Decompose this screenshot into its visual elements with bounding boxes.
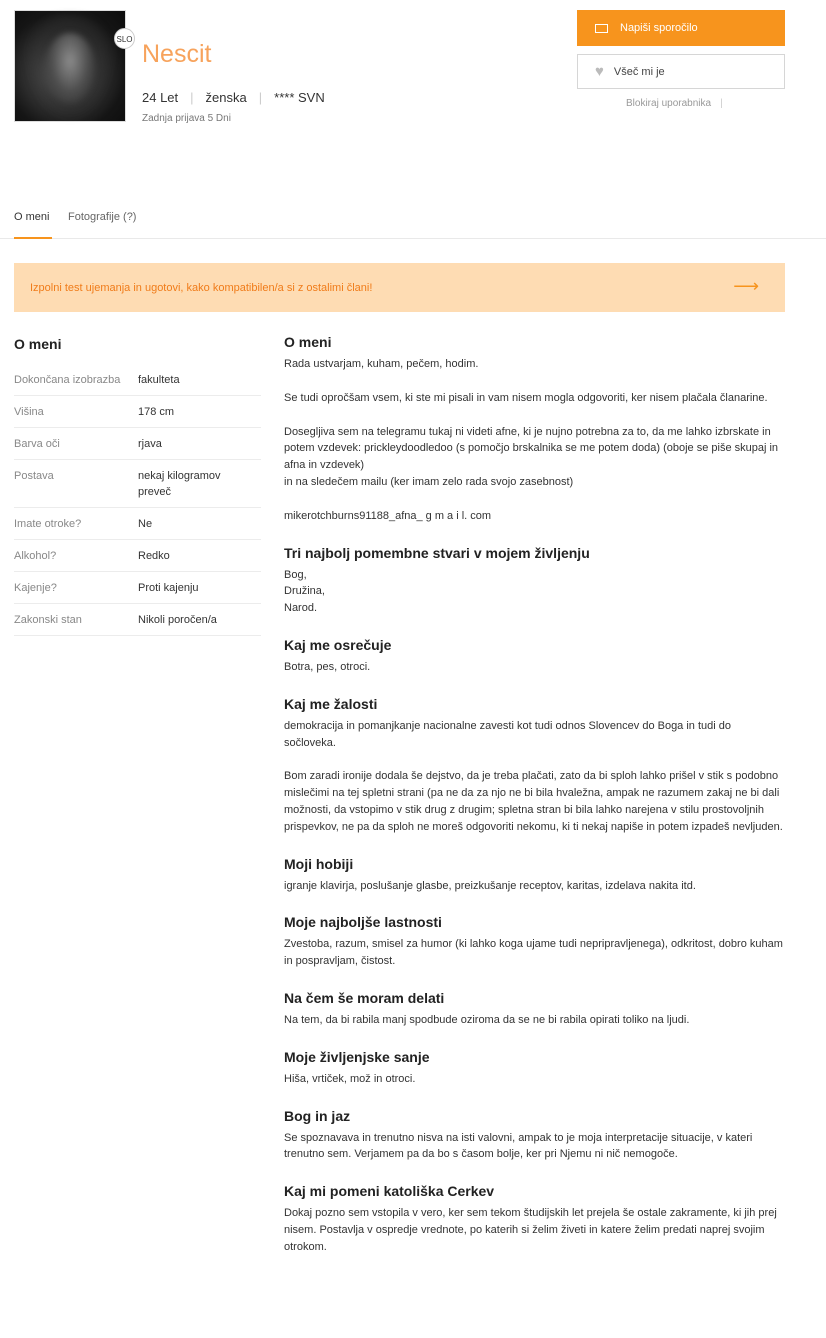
profile-section xyxy=(284,637,786,696)
profile-photo[interactable] xyxy=(14,10,133,122)
paragraph-gap xyxy=(284,491,786,508)
section-paragraph: Bog, Družina, Narod. xyxy=(284,568,325,615)
paragraph-gap xyxy=(284,751,786,768)
compatibility-test-banner[interactable] xyxy=(14,263,785,312)
section-paragraph: igranje klavirja, poslušanje glasbe, preizkušanje receptov, karitas, izdelava nakita itd. xyxy=(284,879,696,892)
tab-photos[interactable]: Fotografije (?) xyxy=(68,211,137,223)
detail-label: Barva oči xyxy=(14,438,60,450)
profile-section xyxy=(284,696,786,856)
envelope-icon xyxy=(595,24,608,33)
section-gap xyxy=(284,1029,786,1049)
section-paragraph: demokracija in pomanjkanje nacionalne zavesti kot tudi odnos Slovencev do Boga in tudi do sočloveka. xyxy=(284,719,732,749)
like-button[interactable] xyxy=(577,54,785,89)
detail-value: Redko xyxy=(138,550,170,562)
profile-tabs xyxy=(0,196,826,239)
paragraph-gap xyxy=(284,373,786,390)
section-paragraph: Hiša, vrtiček, mož in otroci. xyxy=(284,1072,416,1085)
detail-row xyxy=(14,428,261,460)
profile-section xyxy=(284,990,786,1049)
section-title: O meni xyxy=(284,334,332,350)
detail-row xyxy=(14,396,261,428)
section-gap xyxy=(284,525,786,545)
section-paragraph: Rada ustvarjam, kuham, pečem, hodim. xyxy=(284,358,479,370)
profile-rating: **** SVN xyxy=(274,90,325,105)
section-paragraph: Se tudi opročšam vsem, ki ste mi pisali in vam nisem mogla odgovoriti, ker nisem plačala članarine. xyxy=(284,391,768,404)
section-gap xyxy=(284,970,786,990)
detail-label: Imate otroke? xyxy=(14,518,82,530)
section-paragraph: Bom zaradi ironije dodala še dejstvo, da je treba plačati, zato da bi sploh lahko prišel v stik s podobno mislečimi na tej spletni strani (pa ne da za njo ne bi bila hvaležna, ampak ne razumem zakaj ne bi dali možnosti, da vstopimo v stik drug z drugim; spletna stran bi bila lahko narejena v stilu prostovoljnih prispevkov, ne pa da sploh ne moreš odgovoriti nekomu, ki ti nekaj napiše in potem izpadeš nevljuden. xyxy=(284,770,783,833)
section-gap xyxy=(284,894,786,914)
tab-about[interactable]: O meni xyxy=(14,211,50,223)
section-gap xyxy=(284,1088,786,1108)
section-paragraph: Dokaj pozno sem vstopila v vero, ker sem tekom študijskih let prejela še ostale zakramente, ki jih prej nisem. Postavlja v ospredje vrednote, po katerih si želim živeti in katere želim predati naprej svojim otrokom. xyxy=(284,1207,777,1253)
detail-row xyxy=(14,604,261,636)
detail-value: Nikoli poročen/a xyxy=(138,614,217,626)
detail-label: Dokončana izobrazba xyxy=(14,374,121,386)
section-gap xyxy=(284,1256,786,1276)
photo-face xyxy=(45,33,95,103)
detail-value: 178 cm xyxy=(138,406,175,418)
detail-row xyxy=(14,508,261,540)
detail-label: Postava xyxy=(14,470,54,482)
section-title: Moji hobiji xyxy=(284,855,354,872)
section-gap xyxy=(284,1163,786,1183)
detail-value: Ne xyxy=(138,518,153,530)
block-divider: | xyxy=(720,98,723,109)
detail-value: Proti kajenju xyxy=(138,582,199,594)
profile-section xyxy=(284,914,786,990)
detail-row xyxy=(14,364,261,396)
active-tab-indicator xyxy=(14,237,52,239)
block-user-row xyxy=(626,98,723,109)
section-gap xyxy=(284,676,786,696)
section-paragraph: Botra, pes, otroci. xyxy=(284,660,371,673)
detail-value: fakulteta xyxy=(138,374,180,386)
section-paragraph: Zvestoba, razum, smisel za humor (ki lahko koga ujame tudi nepripravljenega), odkritost, dobro kuham in pospravljam, čistost. xyxy=(284,938,783,968)
section-title: Kaj me osrečuje xyxy=(284,636,392,653)
meta-divider: | xyxy=(258,90,263,105)
detail-row xyxy=(14,572,261,604)
like-label: Všeč mi je xyxy=(613,65,665,78)
profile-section xyxy=(284,856,786,915)
section-paragraph: mikerotchburns91188_afna_ g m a i l. com xyxy=(284,509,492,522)
banner-text: Izpolni test ujemanja in ugotovi, kako kompatibilen/a si z ostalimi člani! xyxy=(30,281,373,294)
profile-name: Nescit xyxy=(142,40,212,68)
block-user-link[interactable]: Blokiraj uporabnika xyxy=(626,98,712,109)
section-paragraph: Se spoznavava in trenutno nisva na isti valovni, ampak to je moja interpretacije situacije, v kateri trenutno sem. Verjamem pa da bo s časom bolje, ker pri Njemu ni nič nemogoče. xyxy=(284,1131,753,1161)
send-message-button[interactable] xyxy=(577,10,785,46)
profile-meta xyxy=(142,90,325,105)
details-title: O meni xyxy=(14,336,62,352)
profile-section xyxy=(284,1108,786,1184)
detail-row xyxy=(14,540,261,572)
profile-age: 24 Let xyxy=(142,90,179,105)
last-login: Zadnja prijava 5 Dni xyxy=(142,113,231,124)
paragraph-gap xyxy=(284,407,786,424)
meta-divider: | xyxy=(190,90,194,105)
section-paragraph: Na tem, da bi rabila manj spodbude oziroma da se ne bi rabila opirati toliko na ljudi. xyxy=(284,1013,690,1026)
profile-section xyxy=(284,545,786,637)
detail-value: nekaj kilogramov preveč xyxy=(138,470,221,498)
detail-label: Kajenje? xyxy=(14,582,57,594)
arrow-right-icon[interactable]: ⟶ xyxy=(733,276,759,296)
send-message-label: Napiši sporočilo xyxy=(620,22,698,34)
detail-label: Višina xyxy=(14,406,44,418)
details-table xyxy=(14,364,261,636)
section-title: Moje življenjske sanje xyxy=(284,1048,430,1065)
profile-gender: ženska xyxy=(205,90,247,105)
section-title: Kaj mi pomeni katoliška Cerkev xyxy=(284,1183,495,1200)
section-title: Moje najboljše lastnosti xyxy=(284,914,442,931)
detail-value: rjava xyxy=(138,438,162,450)
section-title: Na čem še moram delati xyxy=(284,989,445,1006)
section-paragraph: Dosegljiva sem na telegramu tukaj ni videti afne, ki je nujno potrebna za to, da me lahko izbrskate in potem vzdevek: prickleydoodledoo (s pomočjo brskalnika se me potem doda) (oboje se piše skupaj in afna in vzdevek) in na sledečem mailu (ker imam zelo rada svojo zasebnost) xyxy=(284,425,779,488)
heart-icon: ♥ xyxy=(595,63,604,80)
profile-section xyxy=(284,1049,786,1108)
section-title: Kaj me žalosti xyxy=(284,695,378,712)
detail-row xyxy=(14,460,261,508)
section-gap xyxy=(284,617,786,637)
profile-section xyxy=(284,1183,786,1275)
detail-label: Alkohol? xyxy=(14,550,57,562)
section-gap xyxy=(284,836,786,856)
profile-sections xyxy=(284,334,786,1276)
profile-section xyxy=(284,334,786,545)
language-badge: SLO xyxy=(114,28,135,49)
section-title: Tri najbolj pomembne stvari v mojem življenju xyxy=(284,544,590,561)
detail-label: Zakonski stan xyxy=(14,614,82,626)
section-title: Bog in jaz xyxy=(284,1107,351,1124)
